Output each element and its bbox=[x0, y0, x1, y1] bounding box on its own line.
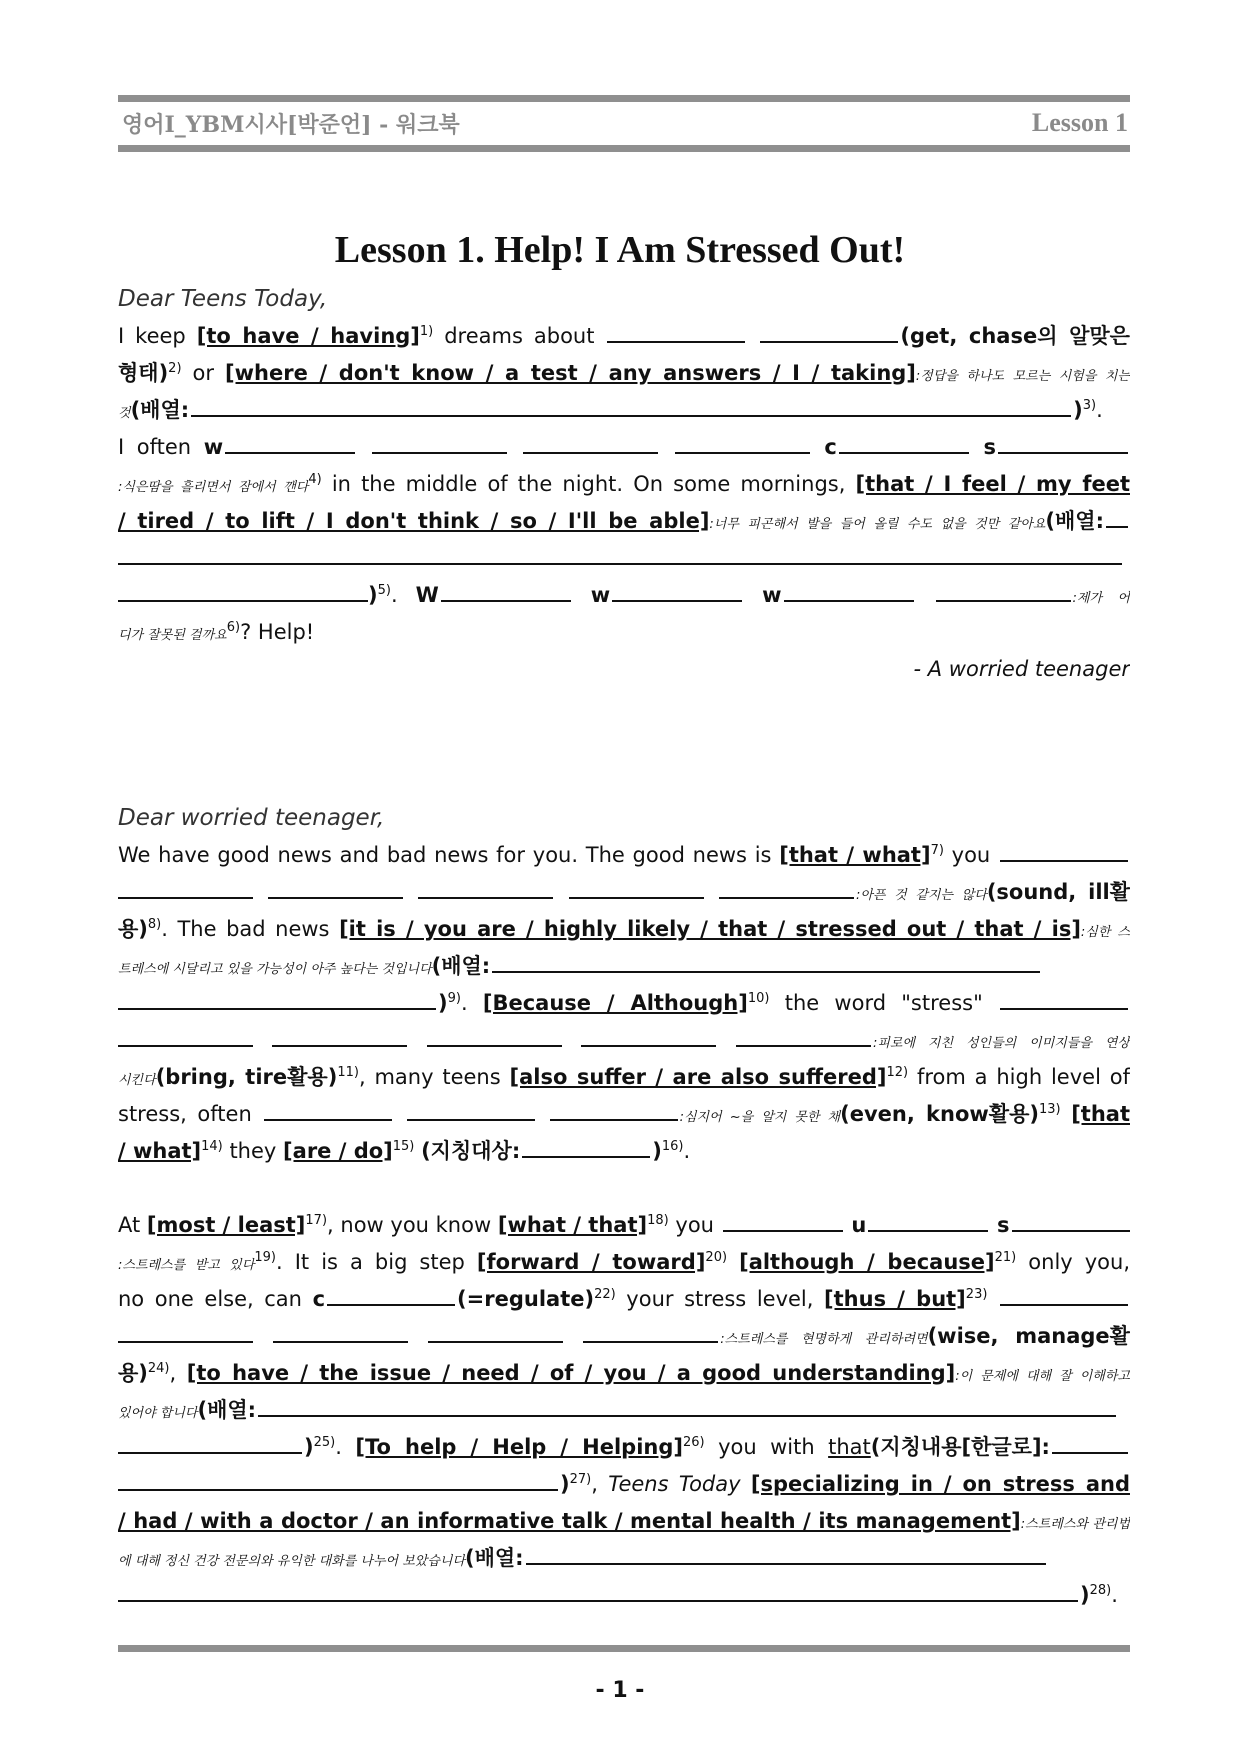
blank-8d[interactable] bbox=[418, 896, 553, 899]
choice-10[interactable]: [Because / Although] bbox=[482, 991, 748, 1015]
blank-6c[interactable] bbox=[784, 599, 914, 602]
blank-11a[interactable] bbox=[1000, 1007, 1128, 1010]
letter-1-line-8: )$^{5)}$. W w w :제가 어 bbox=[118, 577, 1130, 614]
letter-2-line-13: :스트레스를 현명하게 관리하려면(wise, manage활 bbox=[118, 1318, 1130, 1355]
blank-11f[interactable] bbox=[736, 1044, 871, 1047]
letter-2-line-2: :아픈 것 같지는 않다(sound, ill활 bbox=[118, 874, 1130, 911]
blank-3[interactable] bbox=[191, 414, 1071, 417]
letter-2-line-10: At [most / least]$^{17)}$, now you know [what / that]$^{18)}$ you u s bbox=[118, 1207, 1130, 1244]
blank-25a[interactable] bbox=[258, 1414, 1116, 1417]
letter-1-line-4: I often w c s bbox=[118, 429, 1130, 466]
choice-3[interactable]: [where / don't know / a test / any answers / I / taking] bbox=[225, 361, 916, 385]
blank-24e[interactable] bbox=[583, 1340, 718, 1343]
blank-8e[interactable] bbox=[569, 896, 704, 899]
choice-26[interactable]: [To help / Help / Helping] bbox=[355, 1435, 683, 1459]
blank-5b[interactable] bbox=[118, 562, 1122, 565]
blank-27a[interactable] bbox=[1052, 1451, 1128, 1454]
blank-4f[interactable] bbox=[998, 451, 1128, 454]
blank-24c[interactable] bbox=[273, 1340, 408, 1343]
choice-5a[interactable]: [that / I feel / my feet bbox=[855, 472, 1130, 496]
blank-11b[interactable] bbox=[118, 1044, 253, 1047]
blank-6d[interactable] bbox=[936, 599, 1071, 602]
letter-1-line-3: 것(배열: )$^{3)}$. bbox=[118, 398, 1103, 422]
blank-13b[interactable] bbox=[407, 1118, 535, 1121]
blank-5a[interactable] bbox=[1106, 525, 1128, 528]
blank-6b[interactable] bbox=[612, 599, 742, 602]
blank-28b[interactable] bbox=[118, 1599, 1078, 1602]
blank-25b[interactable] bbox=[118, 1451, 302, 1454]
choice-28b[interactable]: / had / with a doctor / an informative talk / mental health / its management] bbox=[118, 1509, 1021, 1533]
letter-1-line-2: 형태)$^{2)}$ or [where / don't know / a test / any answers / I / taking]:정답을 하나도 모르는 시험을 치는 bbox=[118, 361, 1130, 385]
letter-1-line-6: / tired / to lift / I don't think / so / I'll be able]:너무 피곤해서 발을 들어 올릴 수도 없을 것만 같아요(배열: bbox=[118, 503, 1130, 540]
letter-2-line-1: We have good news and bad news for you. The good news is [that / what]$^{7)}$ you bbox=[118, 837, 1130, 874]
letter-2-spacer bbox=[118, 1170, 1130, 1207]
page-title: Lesson 1. Help! I Am Stressed Out! bbox=[334, 229, 906, 271]
blank-2b[interactable] bbox=[760, 340, 898, 343]
letter-2-line-4: 트레스에 시달리고 있을 가능성이 아주 높다는 것입니다(배열: bbox=[118, 948, 1130, 985]
blank-16[interactable] bbox=[522, 1155, 650, 1158]
choice-9[interactable]: [it is / you are / highly likely / that / stressed out / that / is] bbox=[339, 917, 1081, 941]
blank-24d[interactable] bbox=[428, 1340, 563, 1343]
blank-28a[interactable] bbox=[526, 1562, 1046, 1565]
blank-8b[interactable] bbox=[118, 896, 253, 899]
letter-2-line-9: / what]$^{14)}$ they [are / do]$^{15)}$ (지칭대상: )$^{16)}$. bbox=[118, 1139, 691, 1163]
blank-11d[interactable] bbox=[427, 1044, 562, 1047]
letter-1-line-1: I keep [to have / having]$^{1)}$ dreams about (get, chase의 알맞은 bbox=[118, 324, 1130, 348]
letter-1-line-5: :식은땀을 흘리면서 잠에서 깬다$^{4)}$ in the middle of the night. On some mornings, [that / I feel / my feet bbox=[118, 472, 1130, 496]
choice-25[interactable]: [to have / the issue / need / of / you / a good understanding] bbox=[186, 1361, 956, 1385]
letter-2-line-16: )$^{25)}$. [To help / Help / Helping]$^{26)}$ you with that(지칭내용[한글로]: bbox=[118, 1429, 1130, 1466]
letter-2-line-7: 시킨다(bring, tire활용)$^{11)}$, many teens [also suffer / are also suffered]$^{12)}$ from a high level of bbox=[118, 1065, 1130, 1089]
letter-2-line-15: 있어야 합니다(배열: bbox=[118, 1392, 1130, 1429]
blank-11e[interactable] bbox=[581, 1044, 716, 1047]
choice-28a[interactable]: [specializing in / on stress and bbox=[750, 1472, 1130, 1496]
choice-5b[interactable]: / tired / to lift / I don't think / so / I'll be able] bbox=[118, 509, 710, 533]
header-rule-top bbox=[118, 95, 1130, 102]
choice-18[interactable]: [what / that] bbox=[497, 1213, 648, 1237]
blank-4b[interactable] bbox=[372, 451, 507, 454]
letter-2-line-18: / had / with a doctor / an informative talk / mental health / its management]:스트레스와 관리법 bbox=[118, 1509, 1130, 1533]
letter-1-line-7 bbox=[118, 540, 1130, 577]
letter-2-line-11: :스트레스를 받고 있다$^{19)}$. It is a big step [forward / toward]$^{20)}$ [although / because]$^{21)}$ only you, bbox=[118, 1250, 1130, 1274]
blank-2a[interactable] bbox=[607, 340, 745, 343]
letter-2-line-12: no one else, can c (=regulate)$^{22)}$ your stress level, [thus / but]$^{23)}$ bbox=[118, 1281, 1130, 1318]
blank-4d[interactable] bbox=[675, 451, 810, 454]
letter-2-line-5: )$^{9)}$. [Because / Although]$^{10)}$ the word "stress" bbox=[118, 985, 1130, 1022]
blank-24a[interactable] bbox=[1000, 1303, 1128, 1306]
blank-19a[interactable] bbox=[723, 1229, 843, 1232]
letter-2-line-14: 용)$^{24)}$, [to have / the issue / need / of / you / a good understanding]:이 문제에 대해 잘 이해하고 bbox=[118, 1361, 1130, 1385]
blank-8a[interactable] bbox=[1000, 859, 1128, 862]
letter-2-greeting: Dear worried teenager, bbox=[118, 805, 385, 831]
letter-1-line-9: 디가 잘못된 걸까요$^{6)}$? Help! bbox=[118, 620, 315, 644]
letter-2 bbox=[118, 800, 1130, 1614]
blank-19c[interactable] bbox=[1012, 1229, 1130, 1232]
choice-12[interactable]: [also suffer / are also suffered] bbox=[509, 1065, 887, 1089]
blank-27b[interactable] bbox=[118, 1488, 558, 1491]
blank-22[interactable] bbox=[327, 1303, 455, 1306]
letter-2-line-6: :피로에 지친 성인들의 이미지들을 연상 bbox=[118, 1022, 1130, 1059]
letter-1 bbox=[118, 281, 1130, 688]
letter-2-line-19: 에 대해 정신 건강 전문의와 유익한 대화를 나누어 보았습니다(배열: bbox=[118, 1540, 1130, 1577]
choice-23[interactable]: [thus / but] bbox=[824, 1287, 966, 1311]
header-rule-bottom bbox=[118, 145, 1130, 152]
choice-20[interactable]: [forward / toward] bbox=[476, 1250, 706, 1274]
page-number: - 1 - bbox=[595, 1678, 645, 1703]
choice-1[interactable]: [to have / having] bbox=[196, 324, 420, 348]
letter-1-greeting: Dear Teens Today, bbox=[118, 286, 328, 312]
blank-13c[interactable] bbox=[550, 1118, 678, 1121]
blank-4c[interactable] bbox=[523, 451, 658, 454]
choice-7[interactable]: [that / what] bbox=[779, 843, 931, 867]
blank-13a[interactable] bbox=[264, 1118, 392, 1121]
choice-21[interactable]: [although / because] bbox=[739, 1250, 995, 1274]
blank-8c[interactable] bbox=[268, 896, 403, 899]
letter-2-line-20: )$^{28)}$. bbox=[118, 1577, 1130, 1614]
header-course-title: 영어I_YBM시사[박준언] - 워크북 bbox=[122, 112, 460, 138]
choice-17[interactable]: [most / least] bbox=[146, 1213, 306, 1237]
choice-14b[interactable]: / what] bbox=[118, 1139, 202, 1163]
header-lesson-label: Lesson 1 bbox=[1031, 108, 1128, 137]
blank-4e[interactable] bbox=[839, 451, 969, 454]
letter-1-signature: - A worried teenager bbox=[913, 657, 1130, 681]
blank-4a[interactable] bbox=[225, 451, 355, 454]
letter-2-line-17: )$^{27)}$, Teens Today [specializing in / on stress and bbox=[118, 1466, 1130, 1503]
blank-6a[interactable] bbox=[441, 599, 571, 602]
blank-9b[interactable] bbox=[118, 1007, 436, 1010]
blank-11c[interactable] bbox=[272, 1044, 407, 1047]
choice-14a[interactable]: [that bbox=[1071, 1102, 1130, 1126]
blank-8f[interactable] bbox=[719, 896, 854, 899]
blank-9a[interactable] bbox=[492, 970, 1040, 973]
letter-2-line-3: 용)$^{8)}$. The bad news [it is / you are / highly likely / that / stressed out / that / is]:심한 스 bbox=[118, 917, 1130, 941]
footer-rule bbox=[118, 1645, 1130, 1652]
blank-5c[interactable] bbox=[118, 599, 368, 602]
blank-24b[interactable] bbox=[118, 1340, 253, 1343]
blank-19b[interactable] bbox=[868, 1229, 988, 1232]
choice-15[interactable]: [are / do] bbox=[283, 1139, 393, 1163]
letter-2-line-8: stress, often :심지어 ~을 알지 못한 채(even, know활용)$^{13)}$ [that bbox=[118, 1102, 1130, 1126]
